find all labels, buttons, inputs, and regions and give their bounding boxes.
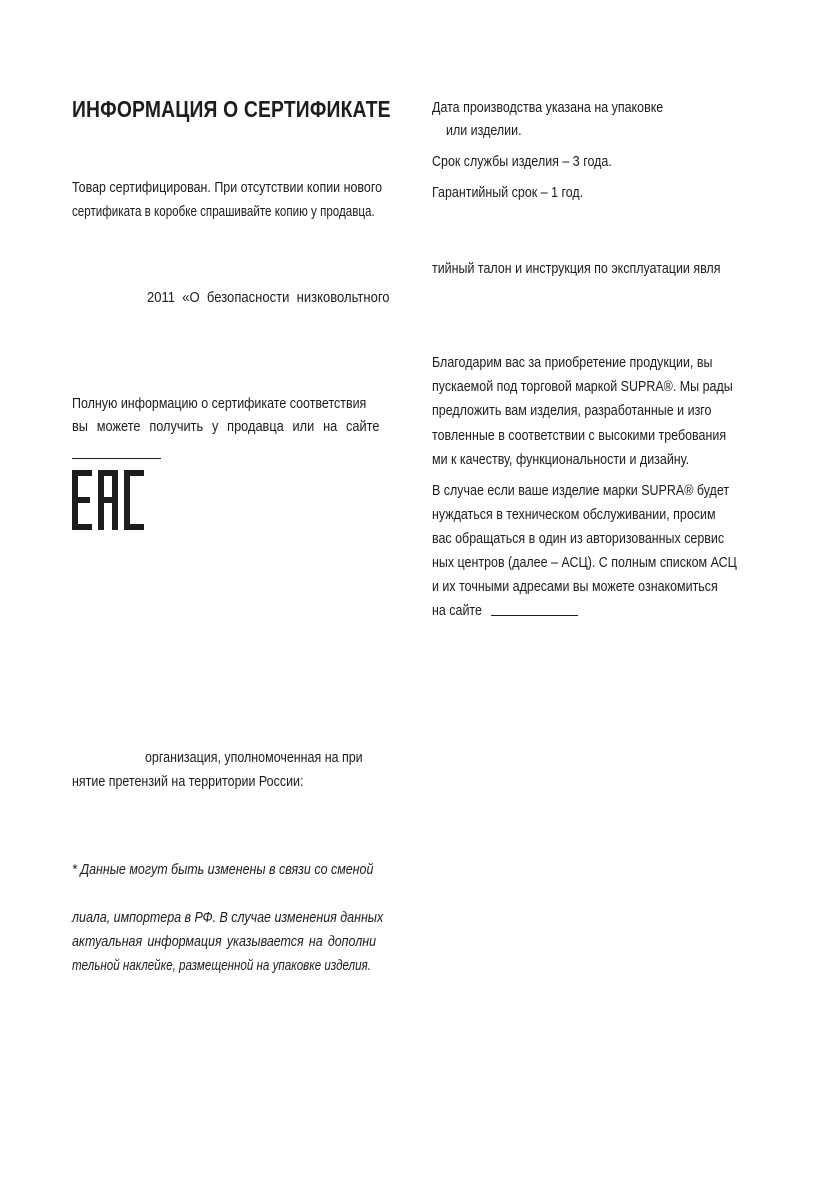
regulation-text: 2011 «О безопасности низковольтного [147,290,390,306]
page-title: ИНФОРМАЦИЯ О СЕРТИФИКАТЕ [72,96,391,122]
eac-logo [72,470,146,530]
service-line-5: и их точными адресами вы можете ознакомиться [432,579,718,595]
claims-line-2: нятие претензий на территории России: [72,774,304,790]
thanks-line-5: ми к качеству, функциональности и дизайну. [432,452,690,468]
service-line-2: нуждаться в техническом обслуживании, просим [432,507,716,523]
service-life: Срок службы изделия – 3 года. [432,154,612,170]
thanks-line-1: Благодарим вас за приобретение продукции, вы [432,355,713,371]
thanks-line-4: товленные в соответствии с высокими требования [432,428,727,444]
claims-line-1: организация, уполномоченная на при [145,750,363,766]
thanks-line-2: пускаемой под торговой маркой SUPRA®. Мы рады [432,379,733,395]
cert-line-1: Товар сертифицирован. При отсутствии копии нового [72,180,383,196]
warranty-period: Гарантийный срок – 1 год. [432,185,584,201]
note-line-3: актуальная информация указывается на дополни [72,934,377,950]
warranty-talon-text: тийный талон и инструкция по эксплуатации явля [432,261,721,277]
note-line-1: * Данные могут быть изменены в связи со сменой [72,862,374,878]
note-line-4: тельной наклейке, размещенной на упаковке изделия. [72,958,371,974]
service-line-4: ных центров (далее – АСЦ). С полным списком АСЦ [432,555,737,571]
website-blank-line [72,458,161,459]
full-info-line-2: вы можете получить у продавца или на сайте [72,419,380,435]
service-line-1: В случае если ваше изделие марки SUPRA® будет [432,483,730,499]
service-line-6: на сайте [432,603,482,619]
full-info-line-1: Полную информацию о сертификате соответствия [72,396,367,412]
cert-line-2: сертификата в коробке спрашивайте копию у продавца. [72,204,375,220]
service-website-blank-line [491,615,578,616]
note-line-2: лиала, импортера в РФ. В случае изменения данных [72,910,384,926]
service-line-3: вас обращаться в один из авторизованных сервис [432,531,725,547]
thanks-line-3: предложить вам изделия, разработанные и изго [432,403,712,419]
production-line-1: Дата производства указана на упаковке [432,100,664,116]
production-line-2: или изделии. [446,123,522,139]
